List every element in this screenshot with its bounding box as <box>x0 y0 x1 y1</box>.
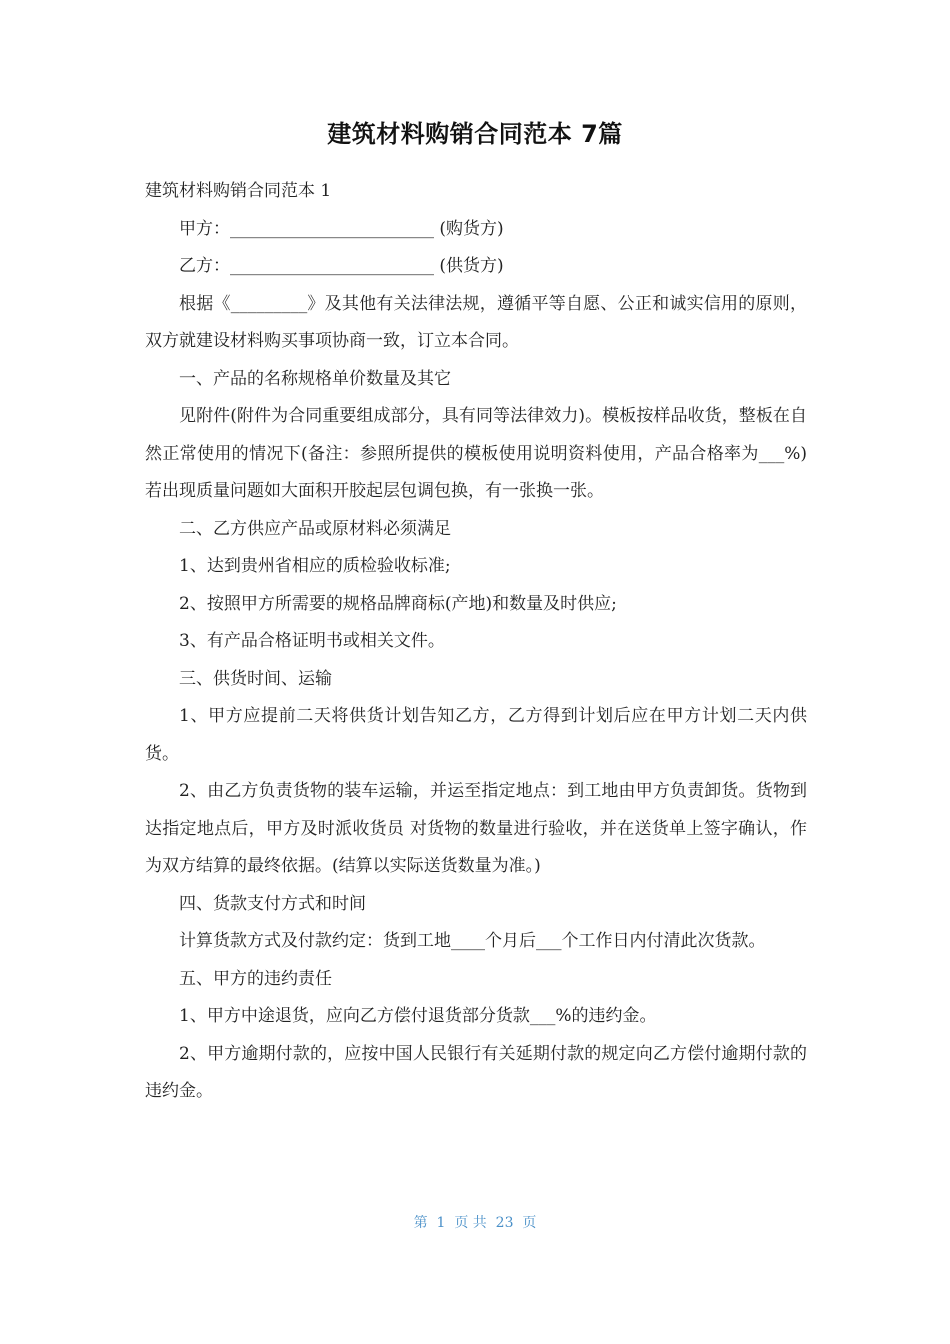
paragraph: 2、由乙方负责货物的装车运输，并运至指定地点：到工地由甲方负责卸货。货物到达指定地点后，甲方及时派收货员 对货物的数量进行验收，并在送货单上签字确认，作为双方结算的最终依据。(结算以实际送货数量为准。) <box>145 781 807 876</box>
paragraph: 四、货款支付方式和时间 <box>179 893 366 914</box>
paragraph: 见附件(附件为合同重要组成部分，具有同等法律效力)。模板按样品收货，整板在自然正常使用的情况下(备注：参照所提供的模板使用说明资料使用，产品合格率为___%)若出现质量问题如大面积开胶起层包调包换，有一张换一张。 <box>145 406 807 501</box>
paragraph: 建筑材料购销合同范本 1 <box>145 181 332 201</box>
document-title: 建筑材料购销合同范本 7篇 <box>327 120 623 148</box>
page-footer: 第 1 页 共 23 页 <box>413 1215 537 1231</box>
paragraph: 甲方：________________________ (购货方) <box>179 218 504 239</box>
paragraph: 乙方：________________________ (供货方) <box>179 256 504 276</box>
paragraph: 根据《_________》及其他有关法律法规，遵循平等自愿、公正和诚实信用的原则，双方就建设材料购买事项协商一致，订立本合同。 <box>145 293 807 351</box>
paragraph: 1、达到贵州省相应的质检验收标准; <box>179 556 451 576</box>
paragraph: 2、甲方逾期付款的，应按中国人民银行有关延期付款的规定向乙方偿付逾期付款的违约金。 <box>145 1043 807 1101</box>
paragraph: 1、甲方中途退货，应向乙方偿付退货部分货款___%的违约金。 <box>179 1006 657 1026</box>
paragraph: 3、有产品合格证明书或相关文件。 <box>179 631 445 651</box>
document-body <box>145 173 807 1111</box>
paragraph: 三、供货时间、运输 <box>179 668 332 689</box>
paragraph: 二、乙方供应产品或原材料必须满足 <box>179 518 451 539</box>
paragraph: 五、甲方的违约责任 <box>179 968 332 989</box>
paragraph: 一、产品的名称规格单价数量及其它 <box>179 368 451 389</box>
paragraph: 2、按照甲方所需要的规格品牌商标(产地)和数量及时供应; <box>179 593 617 614</box>
paragraph: 1、甲方应提前二天将供货计划告知乙方，乙方得到计划后应在甲方计划二天内供货。 <box>145 706 807 764</box>
paragraph: 计算货款方式及付款约定：货到工地____个月后___个工作日内付清此次货款。 <box>179 931 766 951</box>
